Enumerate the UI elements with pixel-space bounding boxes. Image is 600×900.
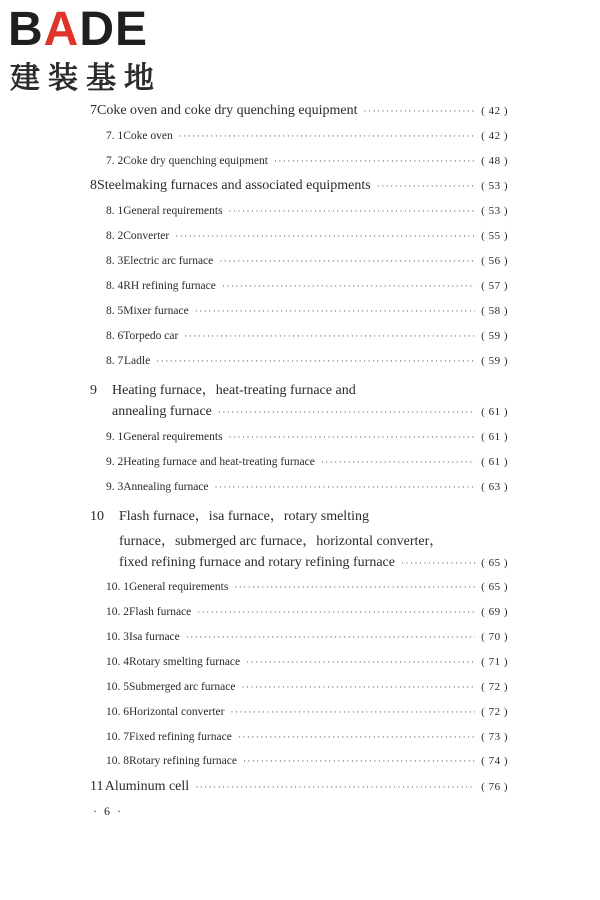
page-ref: ( 53 ) [481,180,508,192]
page-ref: ( 56 ) [481,255,508,267]
leader-dots [156,356,475,366]
page-ref: ( 70 ) [481,631,508,643]
toc-chapter-9-line2[interactable] [112,404,508,420]
section-title: Submerged arc furnace [129,681,236,693]
leader-dots [229,432,476,442]
page-ref: ( 65 ) [481,557,508,569]
section-title: General requirements [129,581,229,593]
toc-section-8-4[interactable] [106,280,508,292]
toc-section-8-3[interactable] [106,255,508,267]
section-title: Flash furnace [129,606,192,618]
leader-dots [219,256,475,266]
section-title: Rotary smelting furnace [129,656,241,668]
toc-chapter-10-line2[interactable] [119,530,508,550]
toc-section-7-1[interactable] [106,130,508,142]
section-title: Ladle [124,355,151,367]
section-title: Coke oven [123,130,173,142]
logo-brand-text: BADE [8,3,149,56]
section-title: General requirements [123,205,223,217]
leader-dots [229,206,476,216]
page-ref: ( 59 ) [481,355,508,367]
leader-dots [179,131,475,141]
leader-dots [218,407,475,417]
page-ref: ( 72 ) [481,706,508,718]
section-title: Annealing furnace [123,481,209,493]
section-number: 10. 3 [106,631,129,643]
leader-dots [195,306,475,316]
toc-section-8-7[interactable] [106,355,508,367]
leader-dots [215,482,476,492]
chapter-title-line2: furnace，submerged arc furnace，horizontal converter， [119,534,444,549]
chapter-title: Steelmaking furnaces and associated equipments [97,178,371,193]
section-title: General requirements [123,431,223,443]
section-number: 7. 2 [106,155,124,167]
page-ref: ( 59 ) [481,330,508,342]
page-ref: ( 76 ) [481,781,508,793]
page-ref: ( 73 ) [481,731,508,743]
leader-dots [186,632,475,642]
page-ref: ( 74 ) [481,755,508,767]
section-title: Heating furnace and heat-treating furnace [123,456,315,468]
toc-section-10-1[interactable] [106,581,508,593]
section-number: 9. 1 [106,431,124,443]
chapter-number: 11 [90,779,104,794]
page-ref: ( 65 ) [481,581,508,593]
leader-dots [363,106,475,116]
chapter-title: Aluminum cell [104,779,190,794]
section-number: 8. 4 [106,280,124,292]
section-number: 10. 6 [106,706,129,718]
section-title: RH refining furnace [123,280,216,292]
chapter-number: 9 [90,383,97,398]
chapter-number: 7 [90,103,97,118]
leader-dots [238,732,475,742]
toc-section-10-6[interactable] [106,706,508,718]
page-number-footer: · 6 · [93,804,123,818]
leader-dots [241,682,475,692]
page-ref: ( 61 ) [481,431,508,443]
section-number: 10. 2 [106,606,129,618]
toc-section-9-1[interactable] [106,431,508,443]
page-ref: ( 57 ) [481,280,508,292]
toc-section-9-2[interactable] [106,456,508,468]
toc-section-8-5[interactable] [106,305,508,317]
chapter-number: 10 [90,509,104,524]
chapter-title-line1: Heating furnace，heat-treating furnace and [112,383,356,398]
section-number: 10. 4 [106,656,129,668]
section-number: 8. 2 [106,230,124,242]
chapter-title-line2: annealing furnace [112,404,212,419]
section-number: 8. 7 [106,355,124,367]
page-ref: ( 61 ) [481,406,508,418]
section-title: Torpedo car [123,330,179,342]
toc-section-7-2[interactable] [106,155,508,167]
toc-chapter-8[interactable] [90,178,508,194]
section-title: Fixed refining furnace [129,731,232,743]
leader-dots [222,281,475,291]
chapter-title-line3: fixed refining furnace and rotary refining furnace [119,555,395,570]
section-title: Horizontal converter [129,706,225,718]
toc-section-9-3[interactable] [106,481,508,493]
page-ref: ( 58 ) [481,305,508,317]
leader-dots [184,331,475,341]
toc-section-10-2[interactable] [106,606,508,618]
section-number: 10. 5 [106,681,129,693]
section-number: 10. 1 [106,581,129,593]
leader-dots [234,582,475,592]
page-ref: ( 53 ) [481,205,508,217]
section-number: 9. 2 [106,456,124,468]
chapter-title: Coke oven and coke dry quenching equipment [97,103,358,118]
section-number: 8. 6 [106,330,124,342]
section-number: 10. 8 [106,755,129,767]
page-ref: ( 69 ) [481,606,508,618]
leader-dots [274,156,475,166]
chapter-title-line1: Flash furnace，isa furnace，rotary smelting [119,509,369,524]
page-ref: ( 61 ) [481,456,508,468]
section-title: Isa furnace [129,631,180,643]
toc-section-8-6[interactable] [106,330,508,342]
leader-dots [230,707,475,717]
toc-section-10-8[interactable] [106,755,508,767]
toc-section-8-1[interactable] [106,205,508,217]
page-ref: ( 42 ) [481,105,508,117]
page-ref: ( 42 ) [481,130,508,142]
toc-section-10-3[interactable] [106,631,508,643]
toc-chapter-10-line3[interactable] [119,555,508,571]
page-ref: ( 63 ) [481,481,508,493]
leader-dots [401,558,475,568]
chapter-number: 8 [90,178,97,193]
toc-section-10-4[interactable] [106,656,508,668]
toc-section-8-2[interactable] [106,230,508,242]
section-number: 8. 3 [106,255,124,267]
leader-dots [175,231,475,241]
section-number: 7. 1 [106,130,124,142]
section-number: 8. 5 [106,305,124,317]
toc-chapter-9-line1[interactable] [90,379,508,399]
logo-brand-cn: 建装基地 [10,61,162,96]
toc-chapter-11[interactable] [90,779,508,795]
section-number: 9. 3 [106,481,124,493]
section-title: Mixer furnace [123,305,189,317]
page-ref: ( 71 ) [481,656,508,668]
section-title: Coke dry quenching equipment [123,155,268,167]
toc-chapter-7[interactable] [90,103,508,119]
leader-dots [321,457,475,467]
page-ref: ( 55 ) [481,230,508,242]
section-title: Converter [123,230,170,242]
leader-dots [195,782,475,792]
toc-section-10-5[interactable] [106,681,508,693]
section-title: Electric arc furnace [123,255,214,267]
leader-dots [243,756,475,766]
section-number: 10. 7 [106,731,129,743]
section-title: Rotary refining furnace [129,755,237,767]
leader-dots [197,607,475,617]
toc-chapter-10-line1[interactable] [90,505,508,525]
toc-section-10-7[interactable] [106,731,508,743]
page-ref: ( 48 ) [481,155,508,167]
leader-dots [246,657,475,667]
leader-dots [377,181,475,191]
section-number: 8. 1 [106,205,124,217]
page-ref: ( 72 ) [481,681,508,693]
